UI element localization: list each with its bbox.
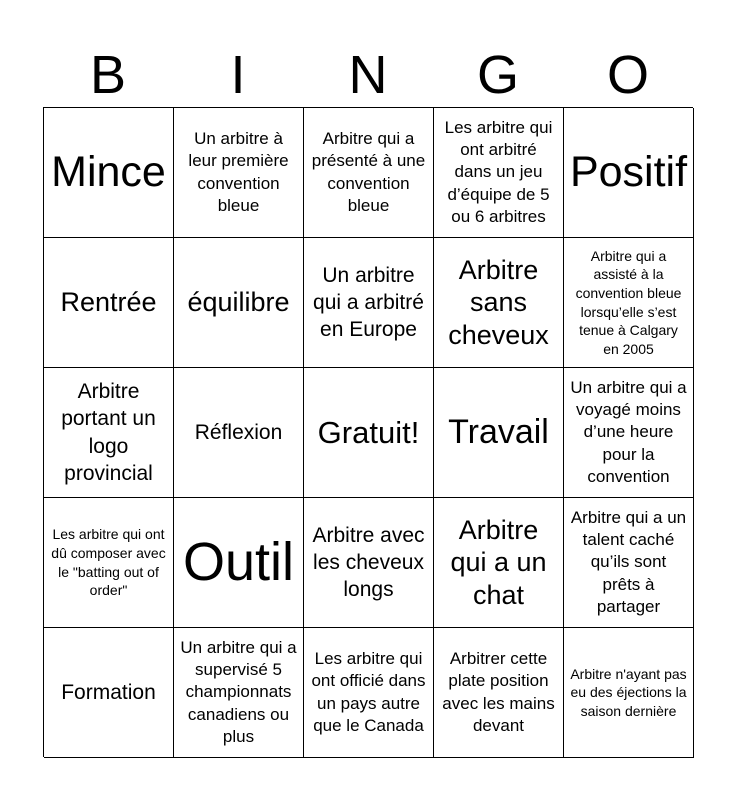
bingo-cell[interactable]: Un arbitre qui a supervisé 5 championnats canadiens ou plus [174, 628, 304, 758]
bingo-cell[interactable]: Positif [564, 108, 694, 238]
bingo-cell[interactable]: Un arbitre à leur première convention bleue [174, 108, 304, 238]
bingo-cell[interactable]: Arbitre qui a un chat [434, 498, 564, 628]
bingo-cell[interactable]: Réflexion [174, 368, 304, 498]
bingo-header [43, 44, 693, 106]
bingo-cell[interactable]: Travail [434, 368, 564, 498]
bingo-cell[interactable]: Arbitre portant un logo provincial [44, 368, 174, 498]
bingo-cell[interactable]: Un arbitre qui a arbitré en Europe [304, 238, 434, 368]
bingo-cell[interactable]: Gratuit! [304, 368, 434, 498]
bingo-cell[interactable]: Outil [174, 498, 304, 628]
bingo-cell[interactable]: Les arbitre qui ont dû composer avec le "batting out of order" [44, 498, 174, 628]
header-letter-i: I [230, 45, 246, 105]
bingo-cell[interactable]: Les arbitre qui ont officié dans un pays autre que le Canada [304, 628, 434, 758]
header-letter-n: N [348, 45, 388, 105]
bingo-cell[interactable]: Mince [44, 108, 174, 238]
bingo-cell[interactable]: Les arbitre qui ont arbitré dans un jeu d’équipe de 5 ou 6 arbitres [434, 108, 564, 238]
bingo-card-grid [43, 107, 693, 757]
bingo-cell[interactable]: Arbitre qui a un talent caché qu’ils sont prêts à partager [564, 498, 694, 628]
bingo-cell[interactable]: Arbitre sans cheveux [434, 238, 564, 368]
bingo-cell[interactable]: Formation [44, 628, 174, 758]
bingo-cell[interactable]: Arbitre n'ayant pas eu des éjections la saison dernière [564, 628, 694, 758]
header-letter-o: O [606, 45, 649, 105]
bingo-cell[interactable]: Arbitrer cette plate position avec les mains devant [434, 628, 564, 758]
bingo-cell[interactable]: Rentrée [44, 238, 174, 368]
bingo-cell[interactable]: Arbitre qui a assisté à la convention bleue lorsqu’elle s’est tenue à Calgary en 2005 [564, 238, 694, 368]
bingo-cell[interactable]: Un arbitre qui a voyagé moins d’une heure pour la convention [564, 368, 694, 498]
bingo-cell[interactable]: Arbitre qui a présenté à une convention bleue [304, 108, 434, 238]
bingo-cell[interactable]: équilibre [174, 238, 304, 368]
header-letter-g: G [476, 45, 519, 105]
bingo-cell[interactable]: Arbitre avec les cheveux longs [304, 498, 434, 628]
header-letter-b: B [89, 45, 127, 105]
